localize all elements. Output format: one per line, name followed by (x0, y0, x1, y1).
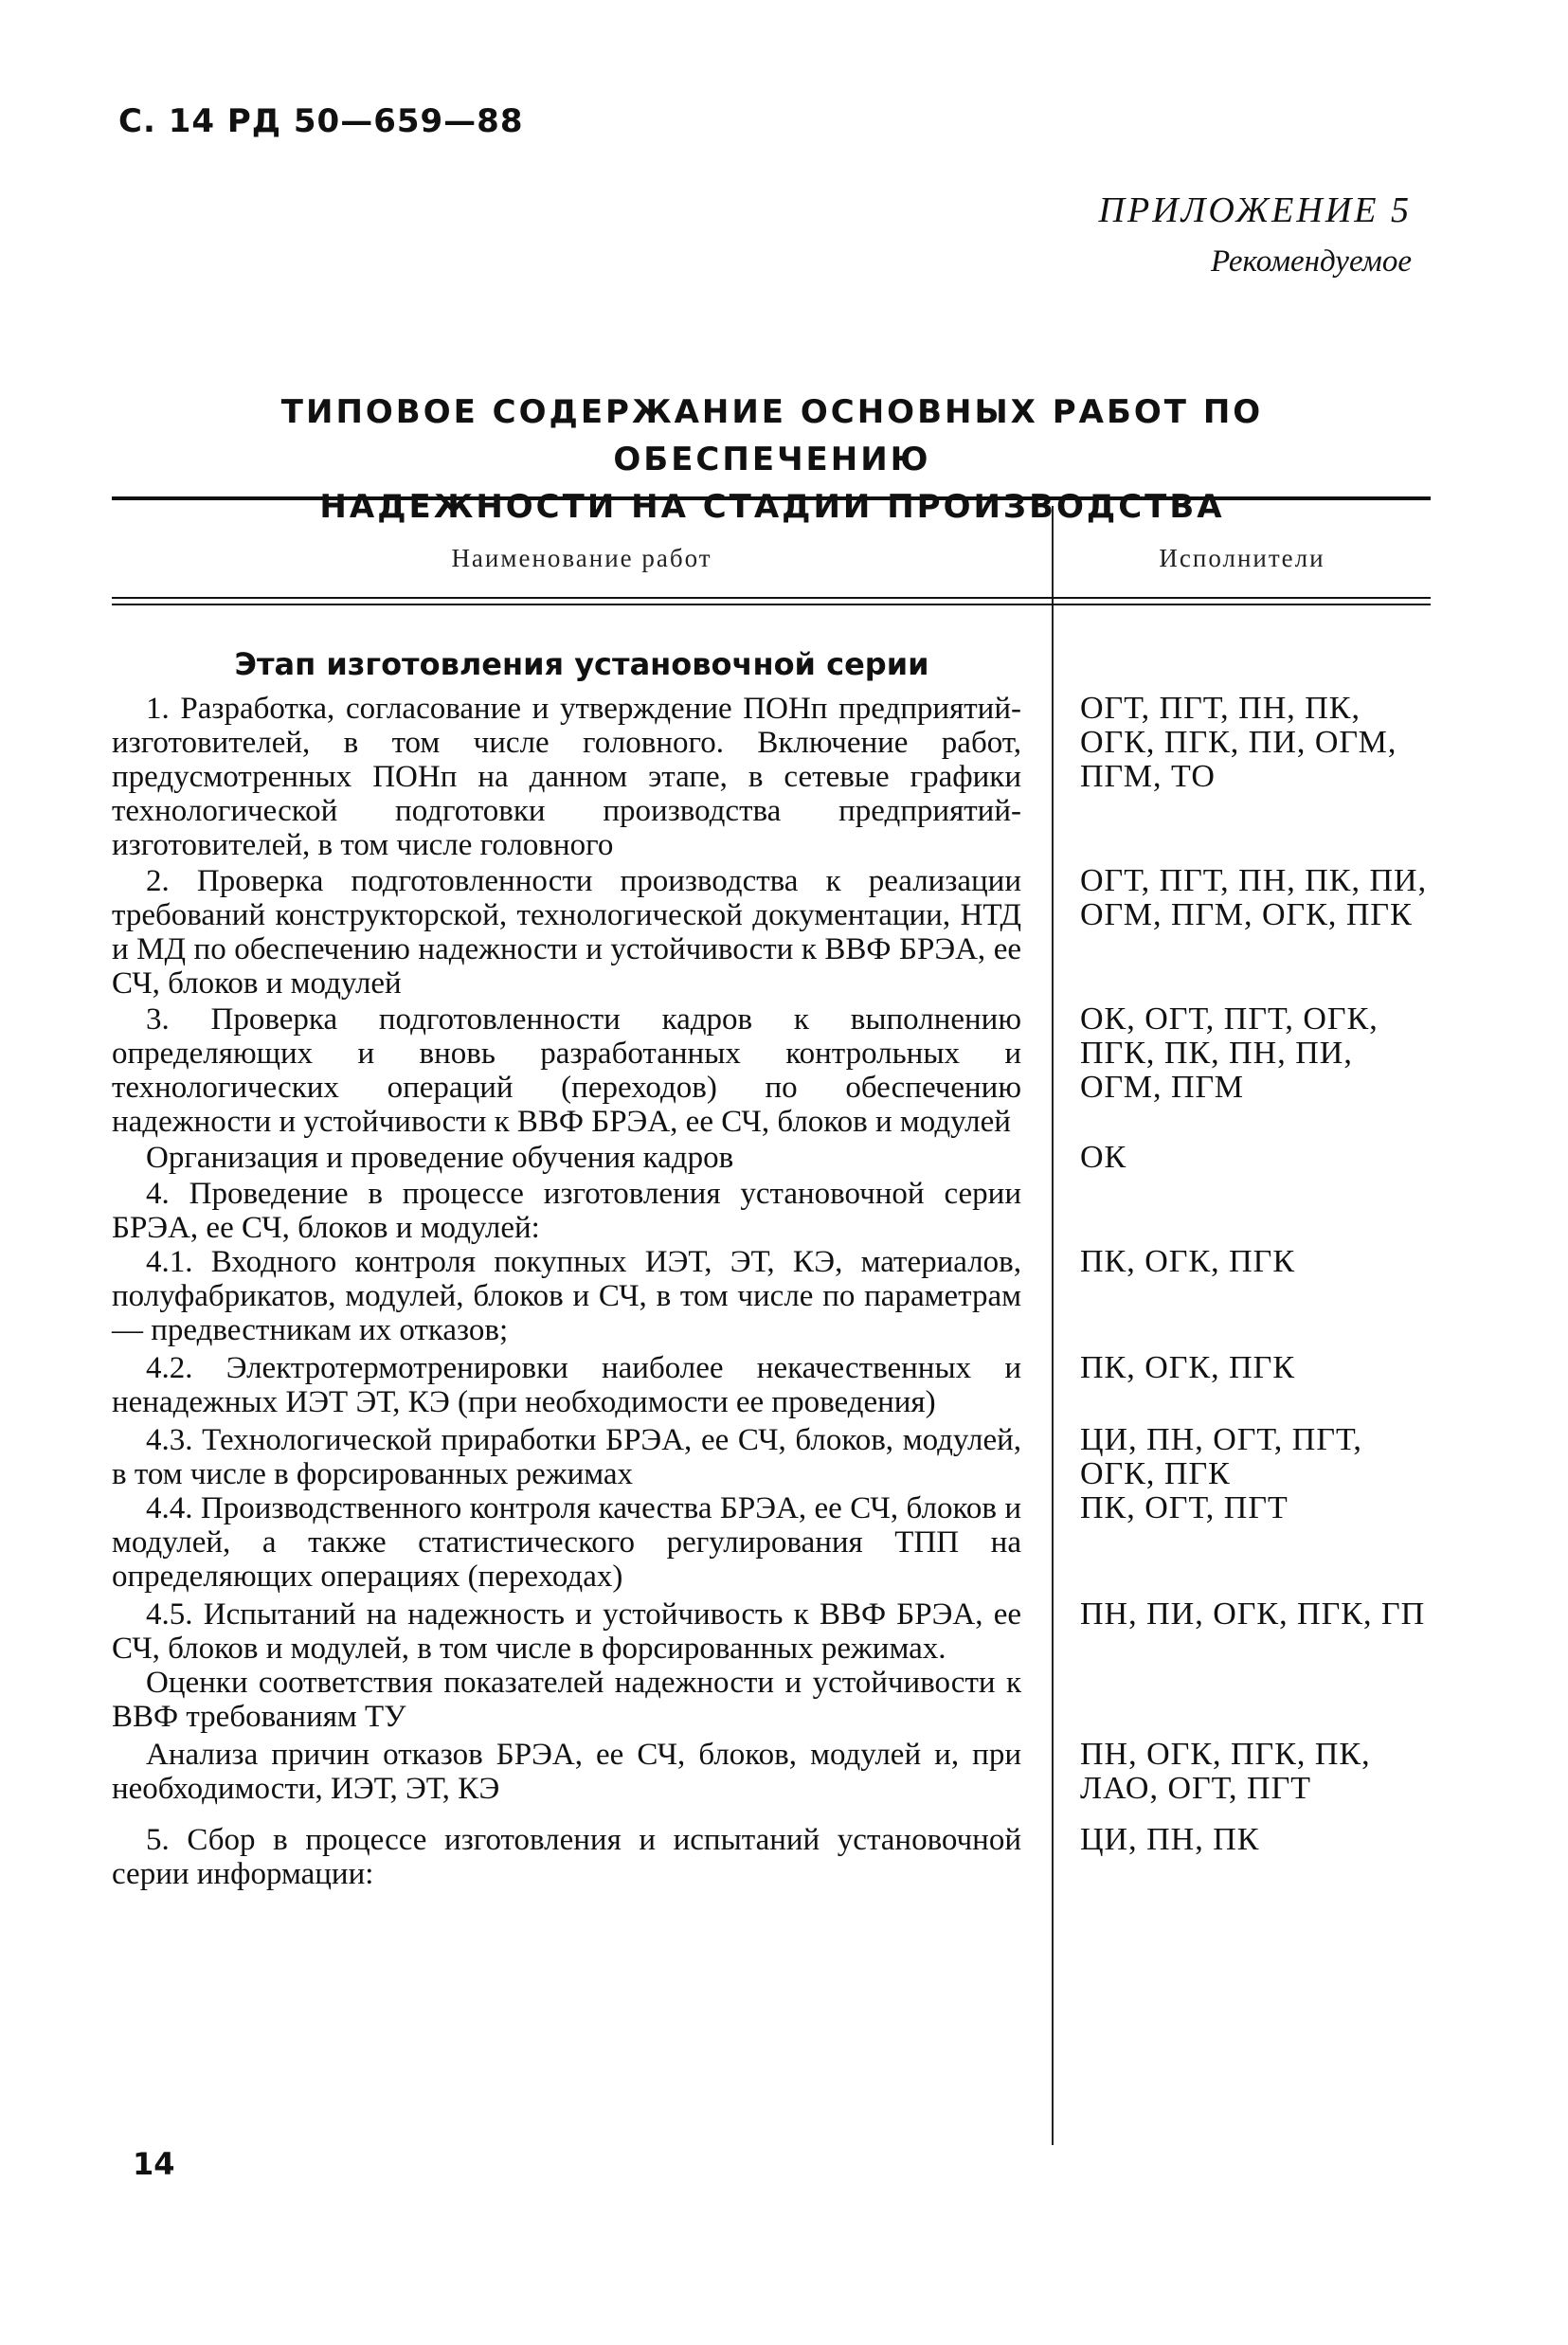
executors-cell: ОГТ, ПГТ, ПН, ПК, ПИ, ОГМ, ПГМ, ОГК, ПГК (1080, 863, 1428, 932)
executors-cell: ЦИ, ПН, ПК (1080, 1822, 1260, 1857)
table-row (112, 1423, 1431, 1491)
title-line-1: ТИПОВОЕ СОДЕРЖАНИЕ ОСНОВНЫХ РАБОТ ПО ОБЕСПЕЧЕНИЮ (280, 393, 1264, 478)
work-cell: 5. Сбор в процессе изготовления и испытаний установочной серии информации: (112, 1823, 1021, 1891)
work-cell: 4.2. Электротермотренировки наиболее некачественных и ненадежных ИЭТ ЭТ, КЭ (при необходимости ее проведения) (112, 1351, 1021, 1419)
table-row (112, 1491, 1431, 1594)
appendix-number: ПРИЛОЖЕНИЕ 5 (1098, 190, 1412, 230)
work-cell: 4.4. Производственного контроля качества БРЭА, ее СЧ, блоков и модулей, а также статистического регулирования ТПП на определяющих операциях (переходах) (112, 1491, 1021, 1594)
table-row (112, 1597, 1431, 1666)
work-cell: 1. Разработка, согласование и утверждение ПОНп предприятий-изготовителей, в том числе головного. Включение работ, предусмотренных ПОНп на данном этапе, в сетевые графики технологической подготовки производства предприятий-изготовителей, в том числе головного (112, 692, 1021, 862)
table-row (112, 1002, 1431, 1139)
title-line-2: НАДЕЖНОСТИ НА СТАДИИ ПРОИЗВОДСТВА (319, 488, 1225, 526)
executors-cell: ОК, ОГТ, ПГТ, ОГК, ПГК, ПК, ПН, ПИ, ОГМ, ПГМ (1080, 1001, 1379, 1105)
table-top-rule (112, 496, 1431, 500)
executors-cell: ПК, ОГК, ПГК (1080, 1244, 1296, 1279)
page-header: С. 14 РД 50—659—88 (118, 102, 524, 140)
work-cell: 4.3. Технологической приработки БРЭА, ее СЧ, блоков, модулей, в том числе в форсированных режимах (112, 1423, 1021, 1491)
table-row (112, 1738, 1431, 1806)
work-cell: 4. Проведение в процессе изготовления установочной серии БРЭА, ее СЧ, блоков и модулей: (112, 1177, 1021, 1245)
work-cell: 3. Проверка подготовленности кадров к выполнению определяющих и вновь разработанных контрольных и технологических операций (переходов) по обеспечению надежности и устойчивости к ВВФ БРЭА, ее СЧ, блоков и модулей (112, 1002, 1021, 1139)
appendix-status: Рекомендуемое (1210, 244, 1412, 279)
work-cell: 4.1. Входного контроля покупных ИЭТ, ЭТ, КЭ, материалов, полуфабрикатов, модулей, блоков и СЧ, в том числе по параметрам — предвестникам их отказов; (112, 1245, 1021, 1347)
table-body (112, 692, 1431, 1891)
executors-cell: ЦИ, ПН, ОГТ, ПГТ, ОГК, ПГК (1080, 1422, 1362, 1491)
table-row (112, 1823, 1431, 1891)
table-header-double-rule (112, 597, 1431, 605)
document-title (118, 388, 1426, 531)
executors-cell: ПК, ОГК, ПГК (1080, 1350, 1296, 1385)
table-row (112, 1351, 1431, 1419)
table-row (112, 1141, 1431, 1175)
page-number: 14 (133, 2146, 175, 2182)
work-cell: Анализа причин отказов БРЭА, ее СЧ, блоков, модулей и, при необходимости, ИЭТ, ЭТ, КЭ (112, 1738, 1021, 1806)
executors-cell (1052, 1177, 1431, 1245)
header-executors: Исполнители (1159, 544, 1325, 572)
stage-heading: Этап изготовления установочной серии (234, 646, 929, 682)
table-row (112, 1666, 1431, 1734)
work-cell: Организация и проведение обучения кадров (146, 1141, 734, 1175)
appendix-label (1099, 189, 1412, 280)
table-row (112, 1245, 1431, 1347)
table-row (112, 692, 1431, 862)
executors-cell: ПК, ОГТ, ПГТ (1080, 1490, 1289, 1525)
executors-cell: ОГТ, ПГТ, ПН, ПК, ОГК, ПГК, ПИ, ОГМ, ПГМ, ТО (1080, 691, 1397, 794)
executors-cell: ПН, ОГК, ПГК, ПК, ЛАО, ОГТ, ПГТ (1080, 1737, 1371, 1806)
executors-cell (1052, 1666, 1431, 1734)
work-cell: Оценки соответствия показателей надежности и устойчивости к ВВФ требованиям ТУ (112, 1666, 1021, 1734)
header-works: Наименование работ (451, 544, 712, 572)
work-cell: 4.5. Испытаний на надежность и устойчивость к ВВФ БРЭА, ее СЧ, блоков и модулей, в том числе в форсированных режимах. (112, 1597, 1021, 1666)
executors-cell: ПН, ПИ, ОГК, ПГК, ГП (1080, 1596, 1426, 1632)
table-row (112, 1177, 1431, 1245)
table-row (112, 864, 1431, 1001)
executors-cell: ОК (1080, 1140, 1127, 1175)
work-cell: 2. Проверка подготовленности производства к реализации требований конструкторской, технологической документации, НТД и МД по обеспечению надежности и устойчивости к ВВФ БРЭА, ее СЧ, блоков и модулей (112, 864, 1021, 1001)
